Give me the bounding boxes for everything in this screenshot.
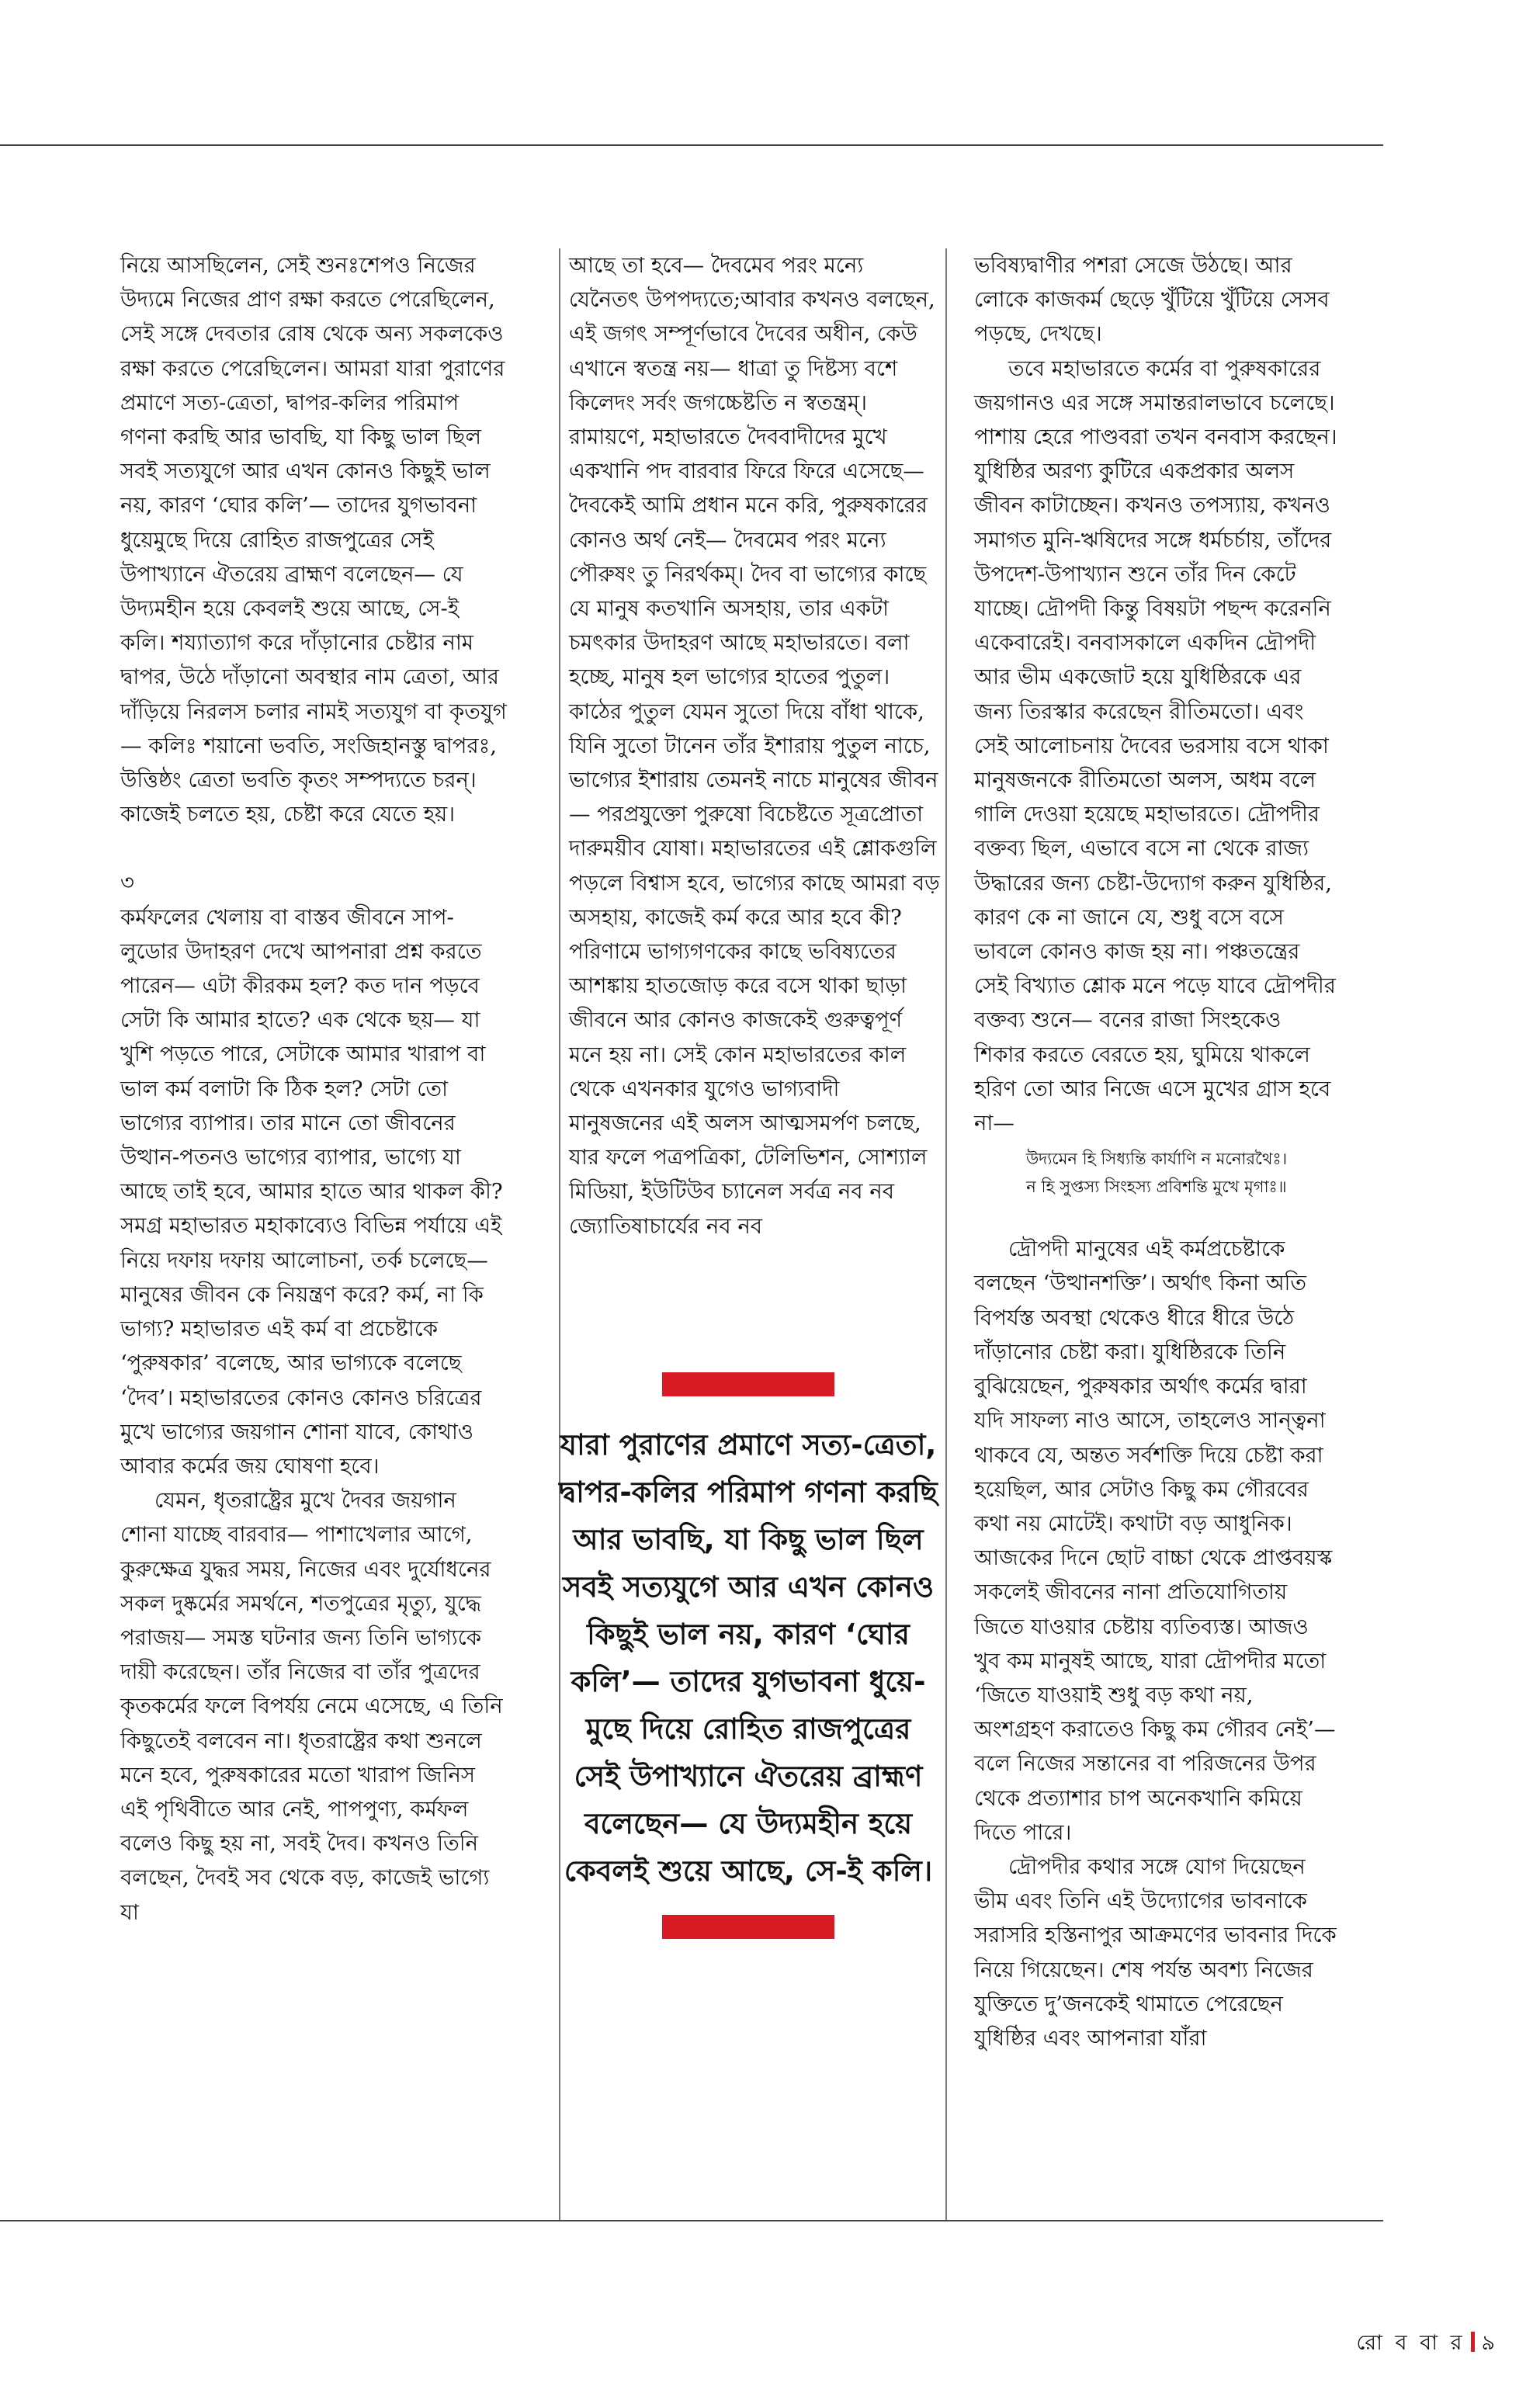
article-paragraph: কর্মফলের খেলায় বা বাস্তব জীবনে সাপ-লুডোর উদাহরণ দেখে আপনারা প্রশ্ন করতে পারেন— এটা কীরকম হল? কত দান পড়বে সেটা কি আমার হাতে? এক থেকে ছয়— যা খুশি পড়তে পারে, সেটাকে আমার খারাপ বা ভাল কর্ম বলাটা কি ঠিক হল? সেটা তো ভাগ্যের ব্যাপার। তার মানে তো জীবনের উত্থান-পতনও ভাগ্যের ব্যাপার, ভাগ্যে যা আছে তাই হবে, আমার হাতে আর থাকল কী? সমগ্র মহাভারত মহাকাব্যেও বিভিন্ন পর্যায়ে এই নিয়ে দফায় দফায় আলোচনা, তর্ক চলেছে— মানুষের জীবন কে নিয়ন্ত্রণ করে? কর্ম, না কি ভাগ্য? মহাভারত এই কর্ম বা প্রচেষ্টাকে ‘পুরুষকার’ বলেছে, আর ভাগ্যকে বলেছে ‘দৈব’। মহাভারতের কোনও কোনও চরিত্রের মুখে ভাগ্যের জয়গান শোনা যাবে, কোথাও আবার কর্মের জয় ঘোষণা হবে। bbox=[120, 904, 503, 1479]
article-paragraph: নিয়ে আসছিলেন, সেই শুনঃশেপও নিজের উদ্যমে নিজের প্রাণ রক্ষা করতে পেরেছিলেন, সেই সঙ্গে দেবতার রোষ থেকে অন্য সকলকেও রক্ষা করতে পেরেছিলেন। আমরা যারা পুরাণের প্রমাণে সত্য-ত্রেতা, দ্বাপর-কলির পরিমাপ গণনা করছি আর ভাবছি, যা কিছু ভাল ছিল সবই সত্যযুগে আর এখন কোনও কিছুই ভাল নয়, কারণ ‘ঘোর কলি’— তাদের যুগভাবনা ধুয়েমুছে দিয়ে রোহিত রাজপুত্রের সেই উপাখ্যানে ঐতরেয় ব্রাহ্মণ বলেছেন— যে উদ্যমহীন হয়ে কেবলই শুয়ে আছে, সে-ই কলি। শয্যাত্যাগ করে দাঁড়ানোর চেষ্টার নাম দ্বাপর, উঠে দাঁড়ানো অবস্থার নাম ত্রেতা, আর দাঁড়িয়ে নিরলস চলার নামই সত্যযুগ বা কৃতযুগ— কলিঃ শয়ানো ভবতি, সংজিহানস্তু দ্বাপরঃ, উত্তিষ্ঠং ত্রেতা ভবতি কৃতং সম্পদ্যতে চরন্। কাজেই চলতে হয়, চেষ্টা করে যেতে হয়। bbox=[120, 253, 507, 827]
article-paragraph: দ্রৌপদীর কথার সঙ্গে যোগ দিয়েছেন ভীম এবং তিনি এই উদ্যোগের ভাবনাকে সরাসরি হস্তিনাপুর আক্রমণের ভাবনার দিকে নিয়ে গিয়েছেন। শেষ পর্যন্ত অবশ্য নিজের যুক্তিতে দু’জনকেই থামাতে পেরেছেন যুধিষ্ঠির এবং আপনারা যাঁরা bbox=[974, 1854, 1337, 2051]
top-rule bbox=[0, 144, 1383, 146]
article-paragraph: ভবিষ্যদ্বাণীর পশরা সেজে উঠছে। আর লোকে কাজকর্ম ছেড়ে খুঁটিয়ে খুঁটিয়ে সেসব পড়ছে, দেখছে। bbox=[974, 253, 1330, 347]
bottom-rule bbox=[0, 2220, 1383, 2221]
shloka-line: উদ্যমেন হি সিধ্যন্তি কার্যাণি ন মনোরথৈঃ। bbox=[1025, 1150, 1288, 1169]
pull-quote-top-bar bbox=[662, 1372, 834, 1396]
article-paragraph: আছে তা হবে— দৈবমেব পরং মন্যে যেনৈতৎ উপপদ্যতে;আবার কখনও বলছেন, এই জগৎ সম্পূর্ণভাবে দৈবের অধীন, কেউ এখানে স্বতন্ত্র নয়— ধাত্রা তু দিষ্টস্য বশে কিলেদং সর্বং জগচ্চেষ্টতি ন স্বতন্ত্রম্। রামায়ণে, মহাভারতে দৈববাদীদের মুখে একখানি পদ বারবার ফিরে ফিরে এসেছে— দৈবকেই আমি প্রধান মনে করি, পুরুষকারের কোনও অর্থ নেই— দৈবমেব পরং মন্যে পৌরুষং তু নিরর্থকম্। দৈব বা ভাগ্যের কাছে যে মানুষ কতখানি অসহায়, তার একটা চমৎকার উদাহরণ আছে মহাভারতে। বলা হচ্ছে, মানুষ হল ভাগ্যের হাতের পুতুল। কাঠের পুতুল যেমন সুতো দিয়ে বাঁধা থাকে, যিনি সুতো টানেন তাঁর ইশারায় পুতুল নাচে, ভাগ্যের ইশারায় তেমনই নাচে মানুষের জীবন— পরপ্রযুক্তো পুরুষো বিচেষ্টতে সূত্রপ্রোতা দারুময়ীব যোষা। মহাভারতের এই শ্লোকগুলি পড়লে বিশ্বাস হবে, ভাগ্যের কাছে আমরা বড় অসহায়, কাজেই কর্ম করে আর হবে কী? পরিণামে ভাগ্যগণকের কাছে ভবিষ্যতের আশঙ্কায় হাতজোড় করে বসে থাকা ছাড়া জীবনে আর কোনও কাজকেই গুরুত্বপূর্ণ মনে হয় না। সেই কোন মহাভারতের কাল থেকে এখনকার যুগেও ভাগ্যবাদী মানুষজনের এই অলস আত্মসমর্পণ চলছে, যার ফলে পত্রপত্রিকা, টেলিভিশন, সোশ্যাল মিডিয়া, ইউটিউব চ্যানেল সর্বত্র নব নব জ্যোতিষাচার্যের নব নব bbox=[569, 253, 940, 1239]
page-footer bbox=[1356, 2327, 1498, 2362]
article-paragraph: তবে মহাভারতে কর্মের বা পুরুষকারের জয়গানও এর সঙ্গে সমান্তরালভাবে চলেছে। পাশায় হেরে পাণ্ডবরা তখন বনবাস করছেন। যুধিষ্ঠির অরণ্য কুটিরে একপ্রকার অলস জীবন কাটাচ্ছেন। কখনও তপস্যায়, কখনও সমাগত মুনি-ঋষিদের সঙ্গে ধর্মচর্চায়, তাঁদের উপদেশ-উপাখ্যান শুনে তাঁর দিন কেটে যাচ্ছে। দ্রৌপদী কিন্তু বিষয়টা পছন্দ করেননি একেবারেই। বনবাসকালে একদিন দ্রৌপদী আর ভীম একজোট হয়ে যুধিষ্ঠিরকে এর জন্য তিরস্কার করেছেন রীতিমতো। এবং সেই আলোচনায় দৈবের ভরসায় বসে থাকা মানুষজনকে রীতিমতো অলস, অধম বলে গালি দেওয়া হয়েছে মহাভারতে। দ্রৌপদীর বক্তব্য ছিল, এভাবে বসে না থেকে রাজ্য উদ্ধারের জন্য চেষ্টা-উদ্যোগ করুন যুধিষ্ঠির, কারণ কে না জানে যে, শুধু বসে বসে ভাবলে কোনও কাজ হয় না। পঞ্চতন্ত্রের সেই বিখ্যাত শ্লোক মনে পড়ে যাবে দ্রৌপদীর বক্তব্য শুনে— বনের রাজা সিংহকেও শিকার করতে বেরতে হয়, ঘুমিয়ে থাকলে হরিণ তো আর নিজে এসে মুখের গ্রাস হবে না— bbox=[974, 355, 1337, 1136]
section-number: ৩ bbox=[120, 870, 134, 896]
column-divider-2 bbox=[945, 248, 947, 2220]
pull-quote-text: যারা পুরাণের প্রমাণে সত্য-ত্রেতা, দ্বাপর-কলির পরিমাপ গণনা করছি আর ভাবছি, যা কিছু ভাল ছিল সবই সত্যযুগে আর এখন কোনও কিছুই ভাল নয়, কারণ ‘ঘোর কলি’— তাদের যুগভাবনা ধুয়ে-মুছে দিয়ে রোহিত রাজপুত্রের সেই উপাখ্যানে ঐতরেয় ব্রাহ্মণ বলেছেন— যে উদ্যমহীন হয়ে কেবলই শুয়ে আছে, সে-ই কলি। bbox=[559, 1428, 938, 1888]
column-3 bbox=[974, 248, 1339, 2055]
article-paragraph: দ্রৌপদী মানুষের এই কর্মপ্রচেষ্টাকে বলছেন ‘উত্থানশক্তি’। অর্থাৎ কিনা অতি বিপর্যস্ত অবস্থা থেকেও ধীরে ধীরে উঠে দাঁড়ানোর চেষ্টা করা। যুধিষ্ঠিরকে তিনি বুঝিয়েছেন, পুরুষকার অর্থাৎ কর্মের দ্বারা যদি সাফল্য নাও আসে, তাহলেও সান্ত্বনা থাকবে যে, অন্তত সর্বশক্তি দিয়ে চেষ্টা করা হয়েছিল, আর সেটাও কিছু কম গৌরবের কথা নয় মোটেই। কথাটা বড় আধুনিক। আজকের দিনে ছোট বাচ্চা থেকে প্রাপ্তবয়স্ক সকলেই জীবনের নানা প্রতিযোগিতায় জিতে যাওয়ার চেষ্টায় ব্যতিব্যস্ত। আজও খুব কম মানুষই আছে, যারা দ্রৌপদীর মতো ‘জিতে যাওয়াই শুধু বড় কথা নয়, অংশগ্রহণ করাতেও কিছু কম গৌরব নেই’— বলে নিজের সন্তানের বা পরিজনের উপর থেকে প্রত্যাশার চাপ অনেকখানি কমিয়ে দিতে পারে। bbox=[974, 1236, 1336, 1845]
footer-separator bbox=[1471, 2332, 1475, 2352]
pull-quote bbox=[559, 1372, 938, 1939]
article-paragraph: যেমন, ধৃতরাষ্ট্রের মুখে দৈবর জয়গান শোনা যাচ্ছে বারবার— পাশাখেলার আগে, কুরুক্ষেত্র যুদ্ধর সময়, নিজের এবং দুর্যোধনের সকল দুষ্কর্মের সমর্থনে, শতপুত্রের মৃত্যু, যুদ্ধে পরাজয়— সমস্ত ঘটনার জন্য তিনি ভাগ্যকে দায়ী করেছেন। তাঁর নিজের বা তাঁর পুত্রদের কৃতকর্মের ফলে বিপর্যয় নেমে এসেছে, এ তিনি কিছুতেই বলবেন না। ধৃতরাষ্ট্রের কথা শুনলে মনে হবে, পুরুষকারের মতো খারাপ জিনিস এই পৃথিবীতে আর নেই, পাপপুণ্য, কর্মফল বলেও কিছু হয় না, সবই দৈব। কখনও তিনি বলছেন, দৈবই সব থেকে বড়, কাজেই ভাগ্যে যা bbox=[120, 1488, 503, 1925]
shloka-line: ন হি সুপ্তস্য সিংহস্য প্রবিশন্তি মুখে মৃগাঃ॥ bbox=[1026, 1177, 1287, 1197]
column-1 bbox=[120, 248, 508, 1930]
column-2 bbox=[569, 248, 940, 1243]
page-number: ৯ bbox=[1481, 2331, 1498, 2355]
sanskrit-shloka bbox=[974, 1145, 1339, 1201]
pull-quote-bottom-bar bbox=[662, 1915, 834, 1939]
magazine-name: রো ব বা র bbox=[1356, 2331, 1465, 2355]
